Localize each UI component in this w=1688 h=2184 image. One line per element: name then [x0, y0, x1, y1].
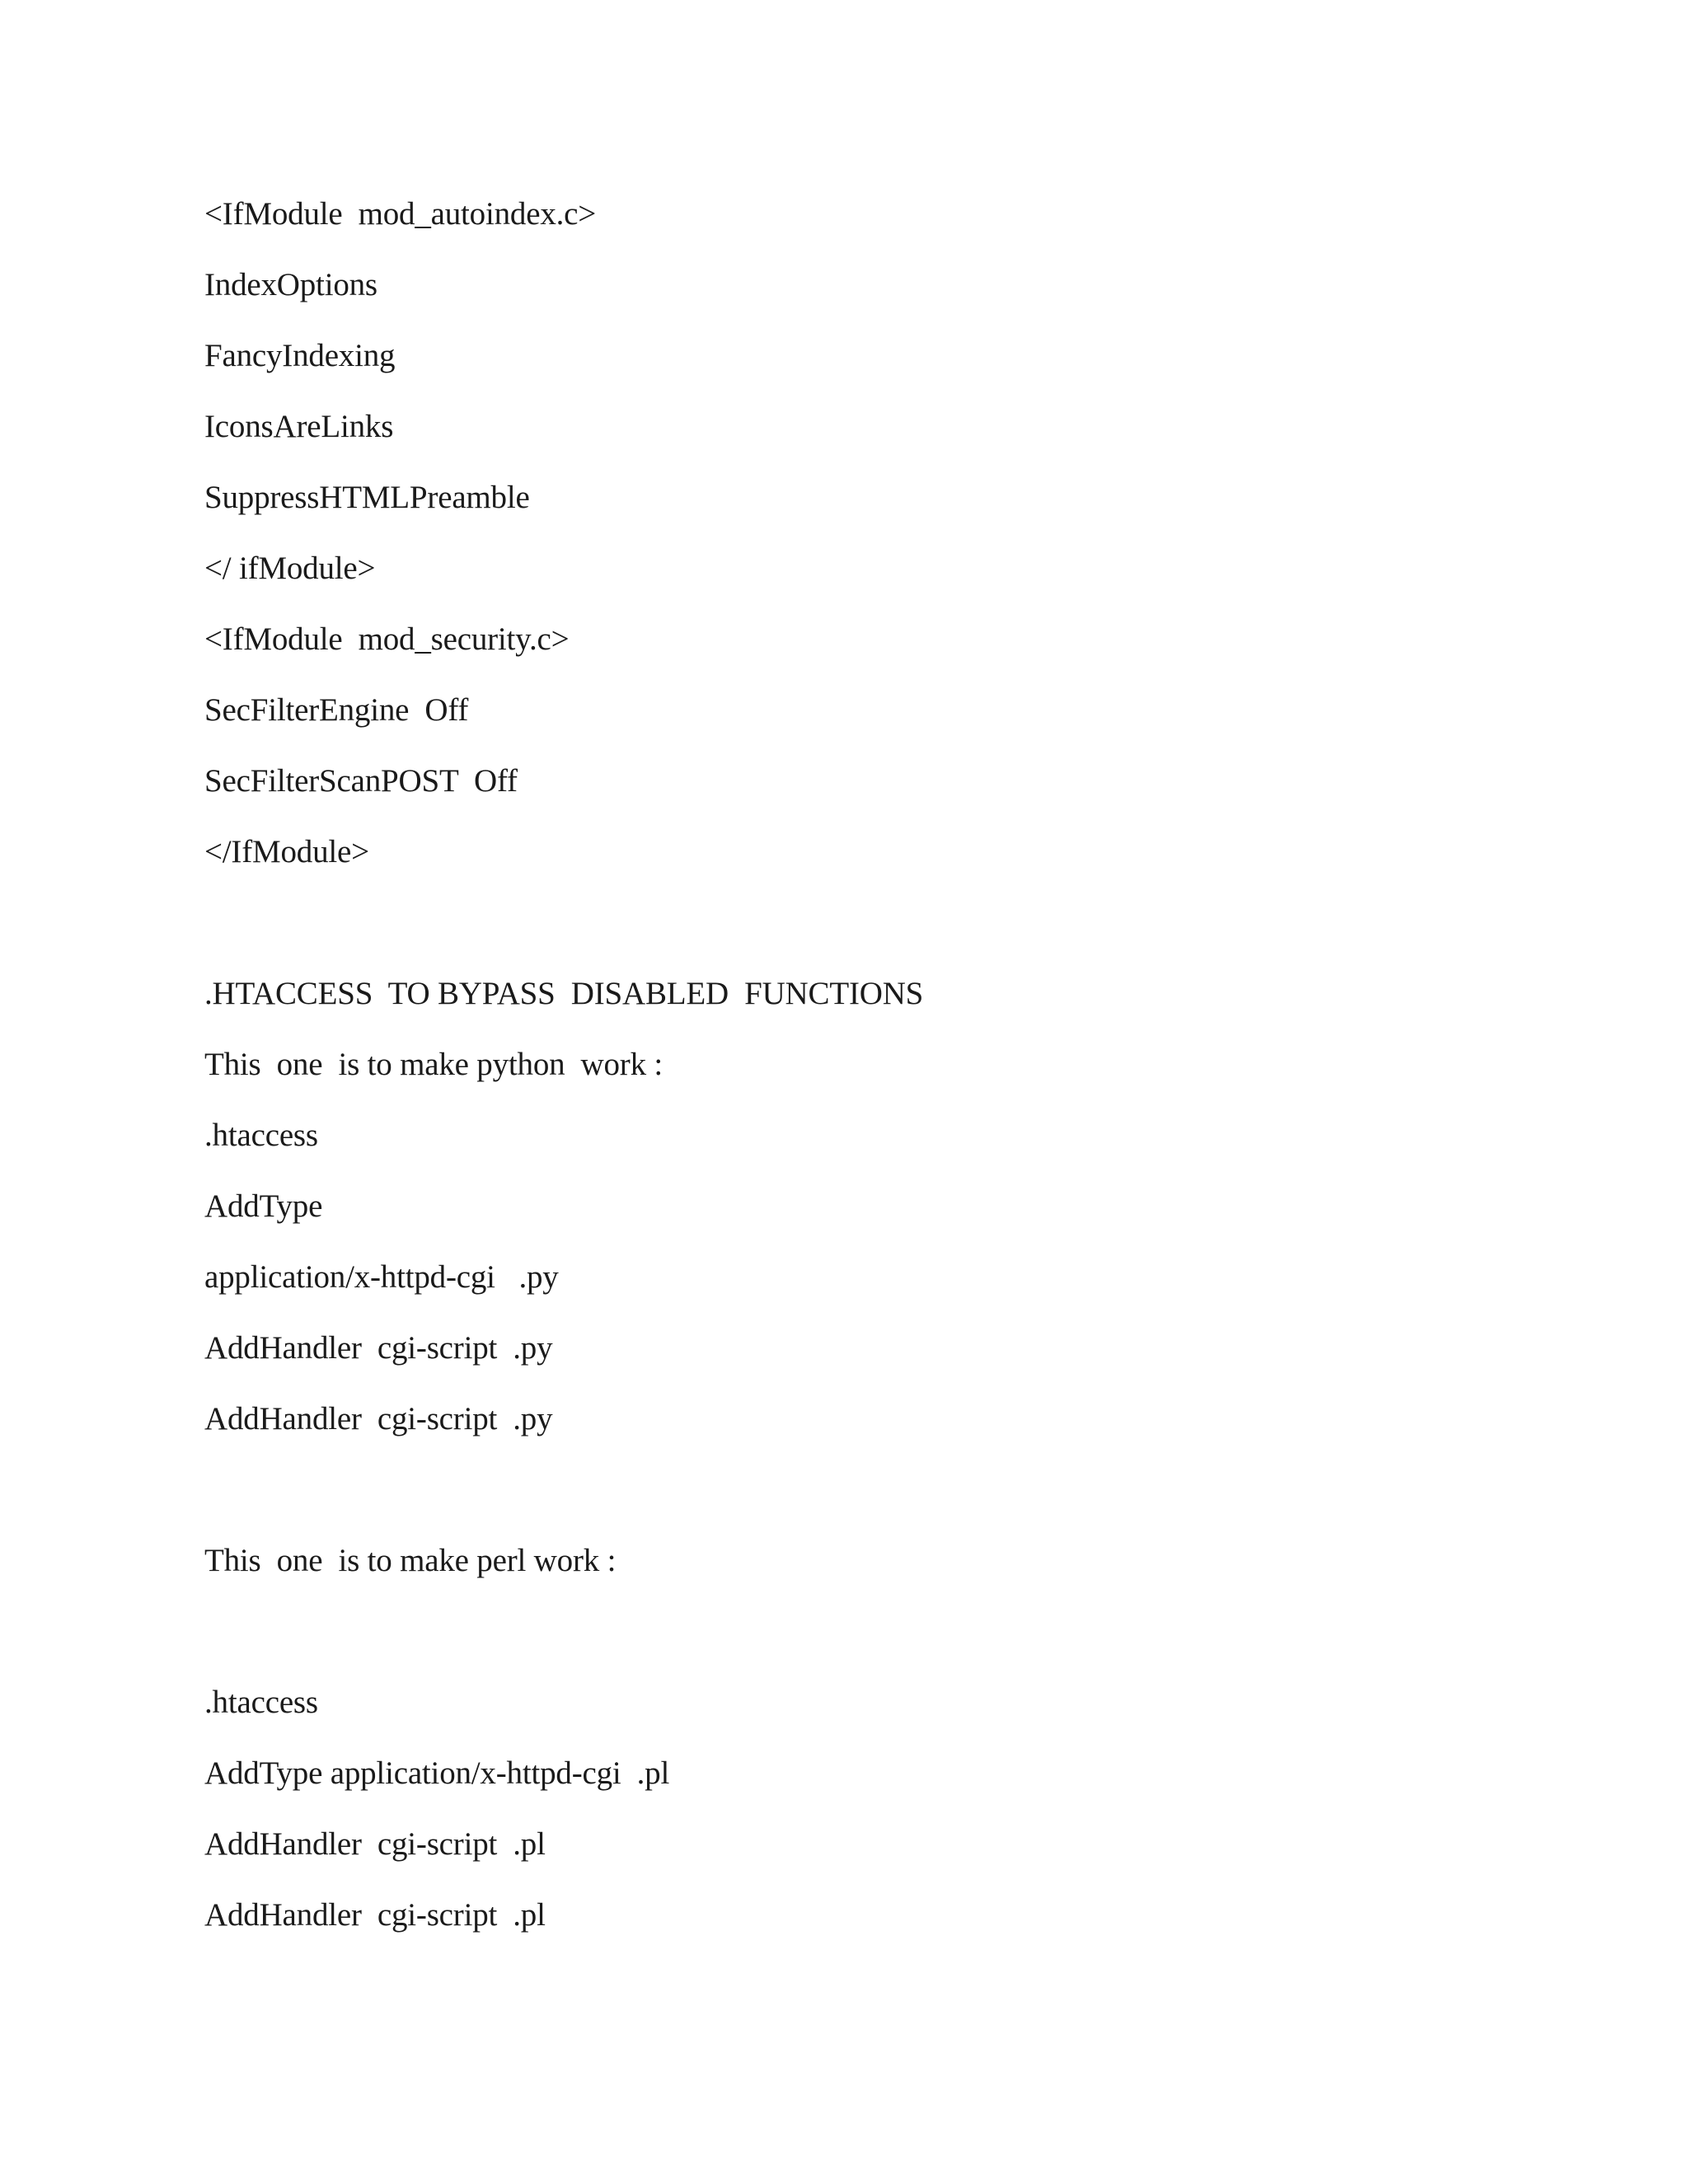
- text-line: AddType: [204, 1188, 323, 1224]
- text-line: AddHandler cgi-script .py: [204, 1330, 553, 1366]
- text-line: IconsAreLinks: [204, 409, 394, 444]
- text-line: This one is to make perl work :: [204, 1543, 617, 1578]
- text-line: This one is to make python work :: [204, 1047, 663, 1082]
- text-line: AddHandler cgi-script .py: [204, 1401, 553, 1436]
- text-line: SecFilterEngine Off: [204, 692, 469, 728]
- text-line: </ ifModule>: [204, 551, 376, 586]
- text-line: AddHandler cgi-script .pl: [204, 1826, 546, 1862]
- text-line: FancyIndexing: [204, 338, 396, 373]
- text-line: </IfModule>: [204, 834, 369, 869]
- text-line: application/x-httpd-cgi .py: [204, 1259, 559, 1295]
- text-line: AddHandler cgi-script .pl: [204, 1897, 546, 1933]
- section-heading: .HTACCESS TO BYPASS DISABLED FUNCTIONS: [204, 976, 924, 1011]
- text-line: <IfModule mod_security.c>: [204, 621, 570, 657]
- text-line: .htaccess: [204, 1118, 318, 1153]
- text-line: SuppressHTMLPreamble: [204, 480, 530, 515]
- text-line: .htaccess: [204, 1685, 318, 1720]
- text-line: AddType application/x-httpd-cgi .pl: [204, 1755, 670, 1791]
- text-line: IndexOptions: [204, 267, 377, 302]
- text-line: <IfModule mod_autoindex.c>: [204, 196, 597, 232]
- text-line: SecFilterScanPOST Off: [204, 763, 518, 799]
